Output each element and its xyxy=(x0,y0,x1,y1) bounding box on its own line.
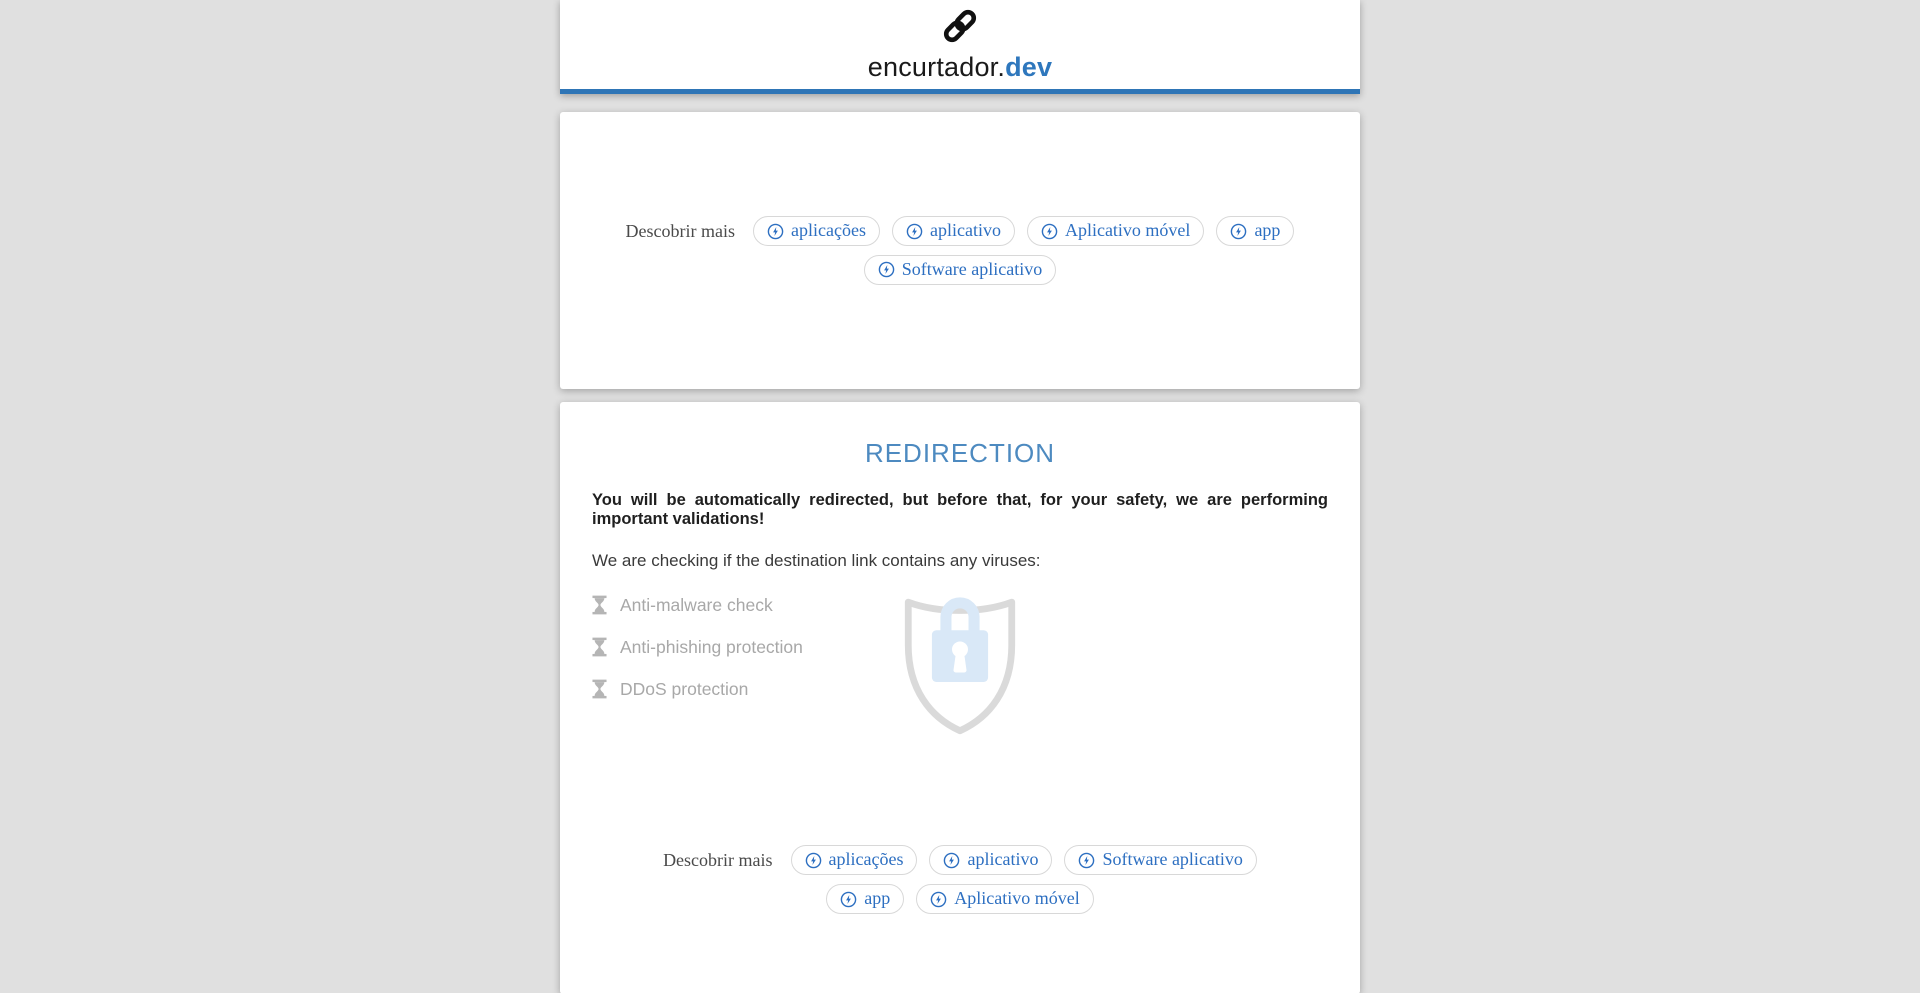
tag-label: Software aplicativo xyxy=(901,259,1043,279)
tag-software-aplicativo[interactable] xyxy=(1064,845,1256,875)
tag-aplicativo[interactable] xyxy=(892,216,1015,246)
tag-label: aplicações xyxy=(791,220,866,241)
tag-aplicacoes[interactable] xyxy=(791,845,918,875)
bolt-circle-icon xyxy=(878,261,895,278)
brand-text: encurtador. xyxy=(867,52,1006,82)
brand-accent-text: dev xyxy=(1005,52,1053,82)
spacer xyxy=(592,764,1328,845)
check-item-ddos xyxy=(592,679,803,700)
bolt-circle-icon xyxy=(840,891,857,908)
tag-label: aplicações xyxy=(828,849,904,870)
redirection-card xyxy=(560,402,1360,993)
tag-label: Software aplicativo xyxy=(1102,849,1243,870)
validation-check-list xyxy=(592,595,803,721)
redirection-warning-text: You will be automatically redirected, but before that, for your safety, we are performing important validations! xyxy=(592,491,1328,529)
bolt-circle-icon xyxy=(1230,223,1247,240)
bolt-circle-icon xyxy=(906,223,923,240)
bolt-circle-icon xyxy=(1078,852,1095,869)
tag-label: app xyxy=(1254,220,1281,241)
tag-aplicacoes[interactable] xyxy=(753,216,880,246)
bolt-circle-icon xyxy=(767,223,784,240)
tag-aplicativo[interactable] xyxy=(929,845,1052,875)
shield-lock-icon xyxy=(886,577,1034,752)
redirection-checking-intro: We are checking if the destination link contains any viruses: xyxy=(592,550,1041,570)
hourglass-icon xyxy=(592,595,607,615)
bolt-circle-icon xyxy=(1041,223,1058,240)
discover-bottom-block xyxy=(592,845,1328,993)
tag-label: app xyxy=(864,888,891,909)
discover-card-top xyxy=(560,112,1360,389)
tag-aplicativo-movel[interactable] xyxy=(1027,216,1204,246)
tag-app[interactable] xyxy=(1216,216,1294,246)
bolt-circle-icon xyxy=(805,852,822,869)
discover-row-top xyxy=(560,216,1360,285)
discover-row-bottom xyxy=(640,845,1280,914)
check-item-label: Anti-malware check xyxy=(620,594,773,615)
tag-label: aplicativo xyxy=(929,220,1001,241)
check-item-anti-phishing xyxy=(592,637,803,658)
hourglass-icon xyxy=(592,637,607,657)
redirection-title: REDIRECTION xyxy=(864,438,1056,468)
tag-app[interactable] xyxy=(826,884,904,914)
bolt-circle-icon xyxy=(930,891,947,908)
check-item-label: Anti-phishing protection xyxy=(620,636,803,657)
tag-label: Aplicativo móvel xyxy=(954,888,1080,909)
brand-logo[interactable] xyxy=(560,52,1360,83)
hourglass-icon xyxy=(592,679,607,699)
chain-link-icon xyxy=(560,6,1360,50)
check-item-anti-malware xyxy=(592,595,803,616)
tag-aplicativo-movel[interactable] xyxy=(916,884,1093,914)
site-header xyxy=(560,0,1360,94)
tag-label: aplicativo xyxy=(967,849,1039,870)
discover-label: Descobrir mais xyxy=(663,849,773,870)
validation-zone xyxy=(592,579,1328,764)
check-item-label: DDoS protection xyxy=(620,678,749,699)
discover-label: Descobrir mais xyxy=(625,220,736,241)
tag-label: Aplicativo móvel xyxy=(1064,220,1191,241)
tag-software-aplicativo[interactable] xyxy=(864,255,1056,285)
bolt-circle-icon xyxy=(943,852,960,869)
